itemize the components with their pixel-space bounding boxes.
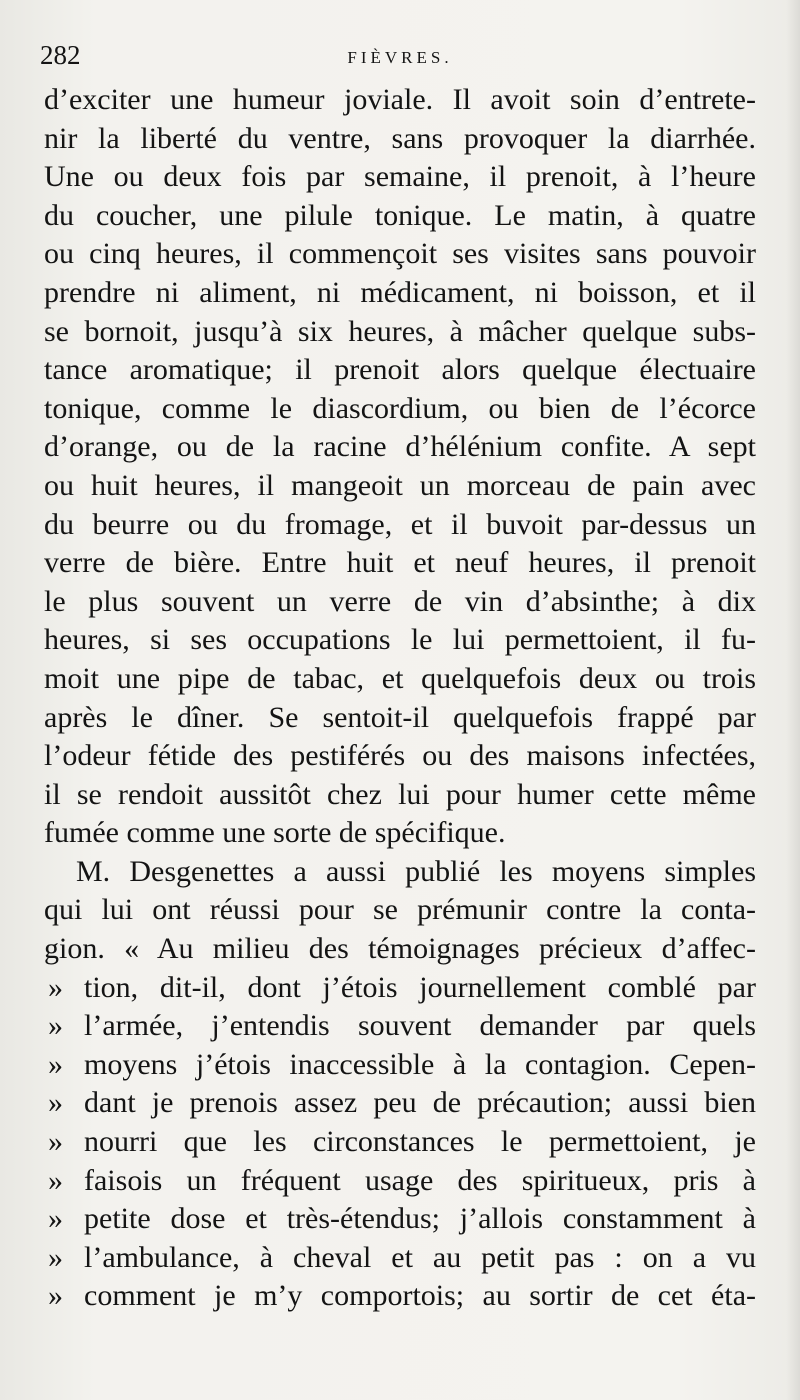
quoted-line — [44, 1084, 756, 1123]
text-line: verre de bière. Entre huit et neuf heures, il prenoit — [44, 546, 756, 580]
text-line: qui lui ont réussi pour se prémunir contre la conta- — [44, 893, 756, 927]
quoted-line — [44, 1162, 756, 1201]
text-line: prendre ni aliment, ni médicament, ni boisson, et il — [44, 275, 756, 309]
quoted-line — [44, 1239, 756, 1278]
quoted-text: faisois un fréquent usage des spiritueux, pris à — [84, 1163, 756, 1197]
quote-mark: » — [48, 1163, 63, 1197]
quoted-text: petite dose et très-étendus; j’allois constamment à — [84, 1202, 756, 1236]
text-line: d’exciter une humeur joviale. Il avoit soin d’entrete- — [44, 83, 756, 116]
quote-mark: » — [48, 1047, 63, 1081]
quoted-text: moyens j’étois inaccessible à la contagion. Cepen- — [84, 1047, 756, 1081]
text-line: après le dîner. Se sentoit-il quelquefois frappé par — [44, 700, 756, 734]
quote-mark: » — [48, 1279, 63, 1313]
text-line: se bornoit, jusqu’à six heures, à mâcher quelque subs- — [44, 314, 756, 348]
text-line: le plus souvent un verre de vin d’absinthe; à dix — [44, 584, 756, 618]
paragraph-end-line: fumée comme une sorte de spécifique. — [44, 816, 506, 850]
quoted-line — [44, 1123, 756, 1162]
quoted-line — [44, 969, 756, 1008]
quote-mark: » — [48, 1202, 63, 1236]
paragraph-start-line: M. Desgenettes a aussi publié les moyens simples — [76, 854, 756, 888]
body-text — [44, 81, 756, 1316]
text-line: tance aromatique; il prenoit alors quelque électuaire — [44, 353, 756, 387]
text-line: heures, si ses occupations le lui permettoient, il fu- — [44, 623, 756, 657]
text-line: l’odeur fétide des pestiférés ou des maisons infectées, — [44, 739, 756, 773]
text-line: d’orange, ou de la racine d’hélénium confite. A sept — [44, 430, 756, 464]
text-line: tonique, comme le diascordium, ou bien de l’écorce — [44, 391, 756, 425]
quoted-text: l’armée, j’entendis souvent demander par quels — [84, 1009, 756, 1043]
quote-mark: » — [48, 970, 63, 1004]
quoted-line — [44, 1200, 756, 1239]
text-line: nir la liberté du ventre, sans provoquer la diarrhée. — [44, 121, 756, 155]
quote-mark: » — [48, 1086, 63, 1120]
text-line: ou huit heures, il mangeoit un morceau de pain avec — [44, 468, 756, 502]
quoted-line — [44, 1007, 756, 1046]
quoted-text: l’ambulance, à cheval et au petit pas : on a vu — [84, 1240, 756, 1274]
quoted-line — [44, 1046, 756, 1085]
quote-mark: » — [48, 1009, 63, 1043]
quoted-text: dant je prenois assez peu de précaution; aussi bien — [84, 1086, 756, 1120]
page-header — [40, 40, 760, 80]
quote-mark: » — [48, 1125, 63, 1159]
quote-mark: » — [48, 1240, 63, 1274]
text-line: il se rendoit aussitôt chez lui pour humer cette même — [44, 777, 756, 811]
text-line: moit une pipe de tabac, et quelquefois deux ou trois — [44, 661, 756, 695]
page-number: 282 — [40, 40, 81, 70]
text-line: gion. « Au milieu des témoignages précieux d’affec- — [44, 932, 756, 966]
quoted-line — [44, 1277, 756, 1316]
text-line: Une ou deux fois par semaine, il prenoit, à l’heure — [44, 160, 756, 194]
running-title: FIÈVRES. — [347, 48, 453, 67]
text-line: du beurre ou du fromage, et il buvoit par-dessus un — [44, 507, 756, 541]
quoted-text: comment je m’y comportois; au sortir de cet éta- — [84, 1279, 756, 1313]
page-edge-shadow — [786, 0, 800, 1400]
text-line: ou cinq heures, il commençoit ses visites sans pouvoir — [44, 237, 756, 271]
text-line: du coucher, une pilule tonique. Le matin, à quatre — [44, 198, 756, 232]
quoted-text: nourri que les circonstances le permettoient, je — [84, 1125, 756, 1159]
quoted-text: tion, dit-il, dont j’étois journellement comblé par — [84, 970, 756, 1004]
